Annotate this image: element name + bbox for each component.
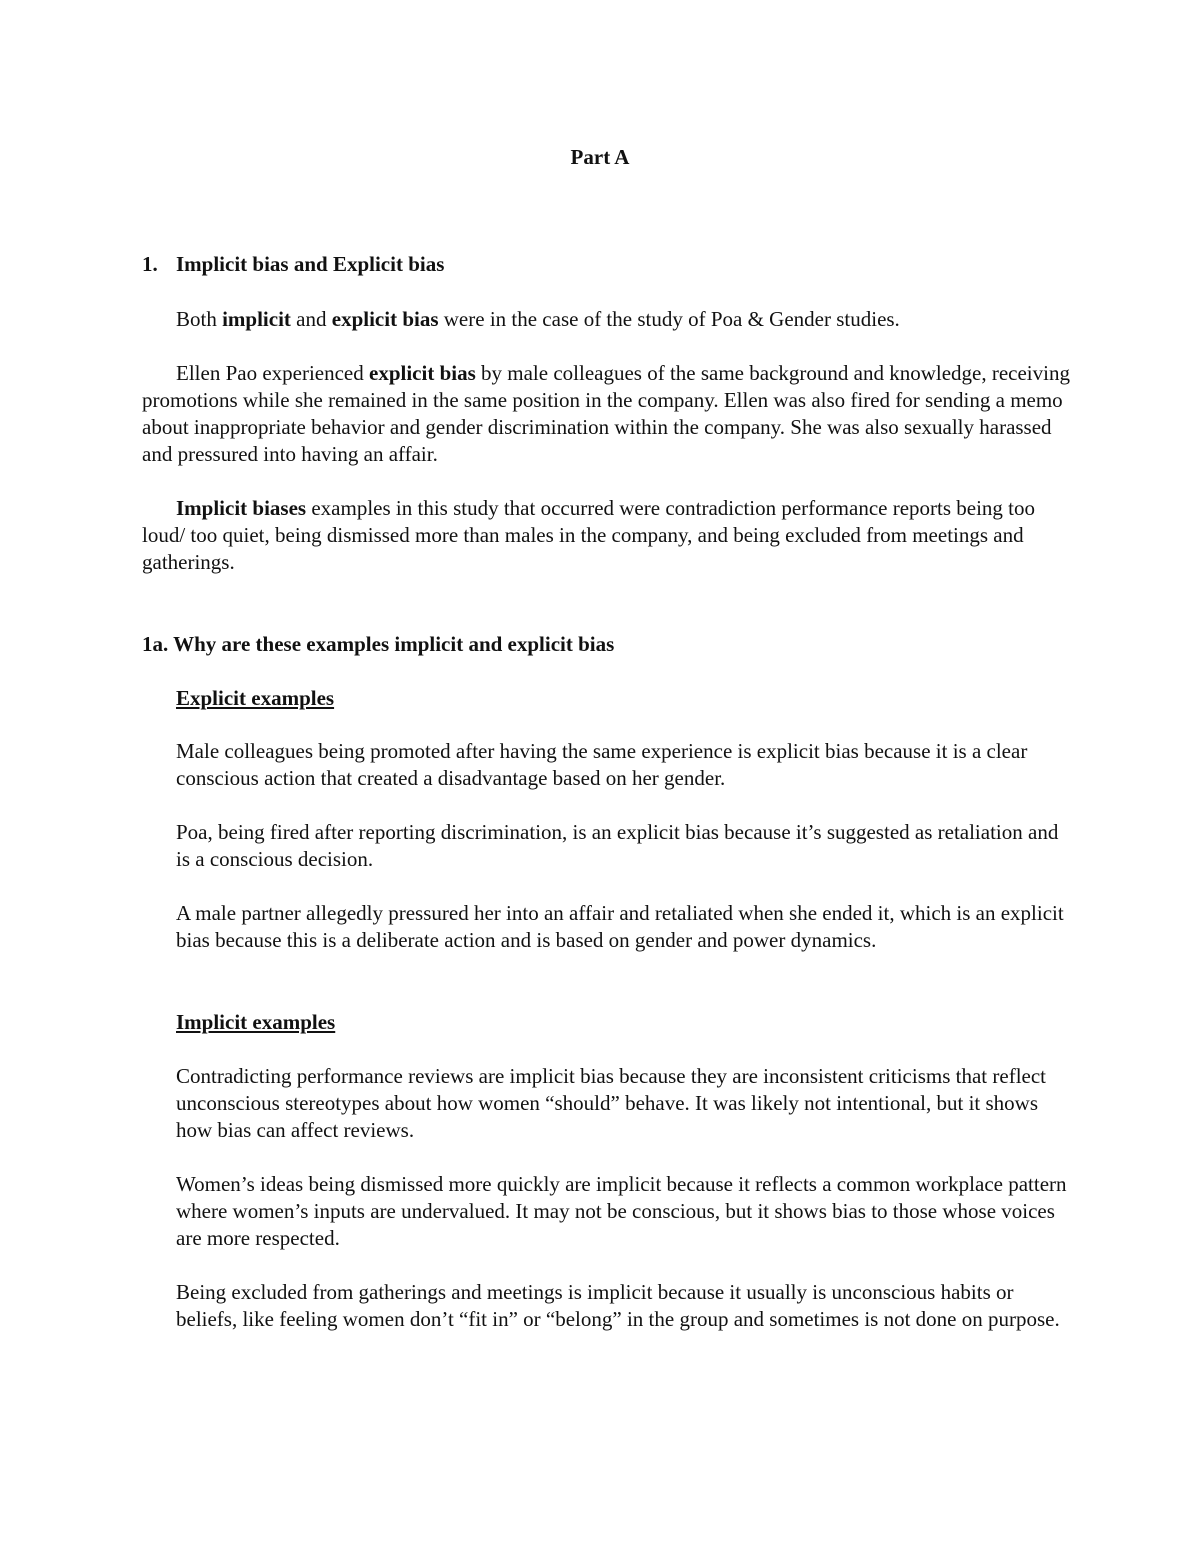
explicit-para-bold: explicit bias: [369, 361, 476, 385]
explicit-example-2: Poa, being fired after reporting discrimination, is an explicit bias because it’s suggested as retaliation and is a conscious decision.: [176, 820, 1059, 871]
implicit-example-3: Being excluded from gatherings and meetings is implicit because it usually is unconscious habits or beliefs, like feeling women don’t “fit in” or “belong” in the group and sometimes is not done on purpose.: [176, 1280, 1060, 1331]
implicit-para-text: examples in this study that occurred were contradiction performance reports being too loud/ too quiet, being dismissed more than males in the company, and being excluded from meetings and gatherings.: [142, 496, 1036, 574]
intro-text-1: Both: [176, 307, 223, 331]
intro-text-2: and: [290, 307, 332, 331]
section-1-number: 1.: [142, 252, 158, 276]
explicit-bias-paragraph: [142, 360, 1072, 468]
implicit-example-2: Women’s ideas being dismissed more quickly are implicit because it reflects a common workplace pattern where women’s inputs are undervalued. It may not be conscious, but it shows bias to those whose voices are more respected.: [176, 1172, 1067, 1250]
section-1a-heading: 1a. Why are these examples implicit and explicit bias: [142, 632, 615, 656]
explicit-para-text-1: Ellen Pao experienced: [176, 361, 369, 385]
implicit-bias-paragraph: [142, 495, 1072, 576]
explicit-examples-heading: Explicit examples: [176, 686, 335, 710]
intro-text-3: were in the case of the study of Poa & Gender studies.: [438, 307, 900, 331]
explicit-para-text-2: by male colleagues of the same background and knowledge, receiving promotions while she remained in the same position in the company. Ellen was also fired for sending a memo about inappropriate behavior and gender discrimination within the company. She was also sexually harassed and pressured into having an affair.: [142, 361, 1070, 466]
implicit-examples-heading: Implicit examples: [176, 1010, 336, 1034]
section-1-heading: [142, 251, 1072, 278]
intro-bold-explicit: explicit bias: [331, 307, 439, 331]
implicit-example-1: Contradicting performance reviews are implicit bias because they are inconsistent criticisms that reflect unconscious stereotypes about how women “should” behave. It was likely not intentional, but it shows how bias can affect reviews.: [176, 1064, 1047, 1142]
page-title: Part A: [570, 145, 630, 169]
explicit-example-1: Male colleagues being promoted after having the same experience is explicit bias because it is a clear conscious action that created a disadvantage based on her gender.: [176, 739, 1028, 790]
intro-paragraph: [176, 306, 1072, 333]
section-1-heading-text: Implicit bias and Explicit bias: [176, 252, 445, 276]
implicit-para-bold: Implicit biases: [176, 496, 307, 520]
explicit-example-3: A male partner allegedly pressured her into an affair and retaliated when she ended it, which is an explicit bias because this is a deliberate action and is based on gender and power dynamics.: [176, 901, 1064, 952]
intro-bold-implicit: implicit: [222, 307, 291, 331]
